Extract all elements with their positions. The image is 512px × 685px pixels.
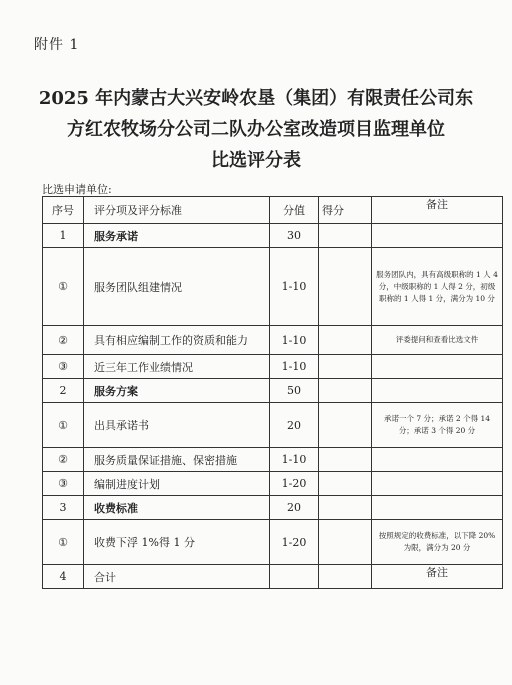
table-row	[43, 355, 503, 379]
applicant-label: 比选申请单位:	[42, 183, 112, 196]
row-item: 服务承诺	[84, 224, 270, 248]
table-row	[43, 472, 503, 496]
row-score: 50	[270, 379, 319, 403]
table-row	[43, 224, 503, 248]
table-row	[43, 403, 503, 448]
header-score: 分值	[270, 197, 319, 224]
document-title-line-2: 方红农牧场分公司二队办公室改造项目监理单位	[67, 119, 445, 140]
row-score: 20	[270, 496, 319, 520]
row-got	[319, 403, 372, 448]
table-row	[43, 496, 503, 520]
row-item: 编制进度计划	[84, 472, 270, 496]
row-number: 1	[43, 224, 84, 248]
row-score: 1-10	[270, 448, 319, 472]
row-item: 具有相应编制工作的资质和能力	[84, 326, 270, 355]
scoring-table	[42, 196, 503, 589]
row-got	[319, 496, 372, 520]
row-item: 服务团队组建情况	[84, 248, 270, 326]
row-note: 按照规定的收费标准，以下降 20%为限，满分为 20 分	[372, 520, 503, 565]
row-note	[372, 224, 503, 248]
row-item: 合计	[84, 565, 270, 589]
row-score: 1-20	[270, 472, 319, 496]
row-note	[372, 496, 503, 520]
table-header-row	[43, 197, 503, 224]
row-score: 30	[270, 224, 319, 248]
row-note: 服务团队内，具有高级职称的 1 人 4 分，中级职称的 1 人得 2 分，初级职称的 1 人得 1 分，满分为 10 分	[372, 248, 503, 326]
row-item: 收费标准	[84, 496, 270, 520]
row-number: ①	[43, 520, 84, 565]
document-title-line-3: 比选评分表	[211, 150, 301, 171]
row-got	[319, 248, 372, 326]
row-item: 收费下浮 1%得 1 分	[84, 520, 270, 565]
document-title-line-1: 2025 年内蒙古大兴安岭农垦（集团）有限责任公司东	[38, 88, 474, 109]
row-number: ①	[43, 403, 84, 448]
row-number: 3	[43, 496, 84, 520]
row-score: 20	[270, 403, 319, 448]
row-item: 近三年工作业绩情况	[84, 355, 270, 379]
row-got	[319, 472, 372, 496]
row-note	[372, 472, 503, 496]
row-got	[319, 379, 372, 403]
row-score: 1-20	[270, 520, 319, 565]
row-number: ②	[43, 448, 84, 472]
row-number: ③	[43, 355, 84, 379]
table-row	[43, 520, 503, 565]
row-item: 出具承诺书	[84, 403, 270, 448]
row-note	[372, 379, 503, 403]
header-no: 序号	[43, 197, 84, 224]
row-number: 2	[43, 379, 84, 403]
table-row	[43, 565, 503, 589]
row-score: 1-10	[270, 326, 319, 355]
row-number: ③	[43, 472, 84, 496]
row-score: 1-10	[270, 248, 319, 326]
attachment-label: 附件 1	[34, 37, 80, 53]
row-number: 4	[43, 565, 84, 589]
row-got	[319, 326, 372, 355]
row-score	[270, 565, 319, 589]
row-got	[319, 565, 372, 589]
table-row	[43, 326, 503, 355]
row-got	[319, 224, 372, 248]
row-note	[372, 355, 503, 379]
row-note: 评委提问和查看比选文件	[372, 326, 503, 355]
header-note: 备注	[372, 197, 503, 224]
row-note: 备注	[372, 565, 503, 589]
row-score: 1-10	[270, 355, 319, 379]
row-item: 服务方案	[84, 379, 270, 403]
row-number: ②	[43, 326, 84, 355]
table-row	[43, 448, 503, 472]
header-item: 评分项及评分标准	[84, 197, 270, 224]
row-note	[372, 448, 503, 472]
row-number: ①	[43, 248, 84, 326]
header-got: 得分	[319, 197, 372, 224]
row-got	[319, 355, 372, 379]
row-got	[319, 448, 372, 472]
row-got	[319, 520, 372, 565]
table-row	[43, 379, 503, 403]
table-row	[43, 248, 503, 326]
row-item: 服务质量保证措施、保密措施	[84, 448, 270, 472]
row-note: 承诺一个 7 分；承诺 2 个得 14 分；承诺 3 个得 20 分	[372, 403, 503, 448]
